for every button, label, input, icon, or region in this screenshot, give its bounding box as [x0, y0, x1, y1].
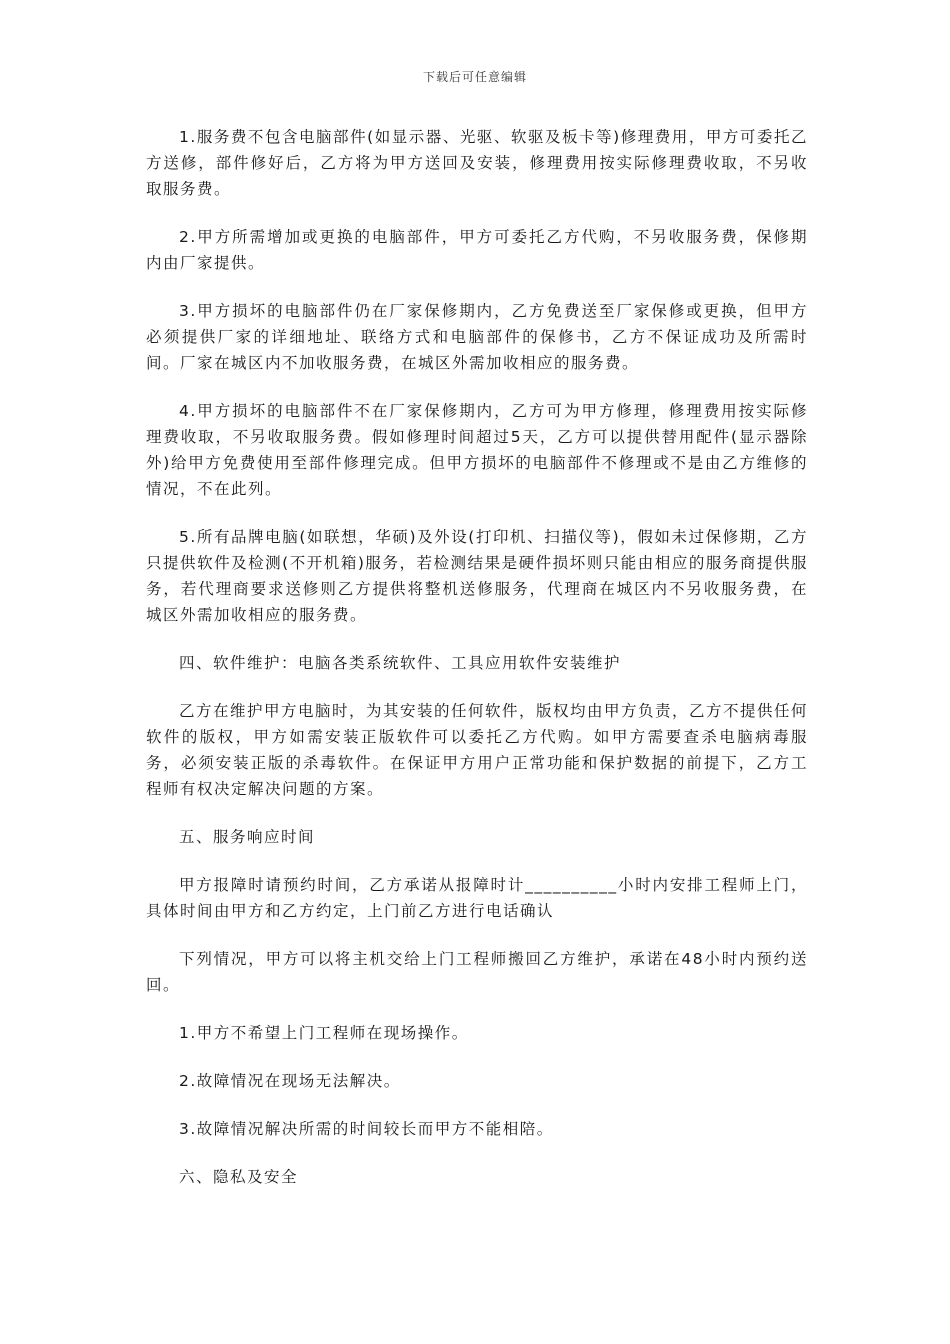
paragraph-parts-purchase: 2.甲方所需增加或更换的电脑部件，甲方可委托乙方代购，不另收服务费，保修期内由厂家提供。 [146, 228, 808, 272]
paragraph-appointment: 甲方报障时请预约时间，乙方承诺从报障时计__________小时内安排工程师上门，具体时间由甲方和乙方约定，上门前乙方进行电话确认 [146, 876, 808, 920]
list-item-condition-3: 3.故障情况解决所需的时间较长而甲方不能相陪。 [179, 1120, 554, 1138]
paragraph-warranty-out-period: 4.甲方损坏的电脑部件不在厂家保修期内，乙方可为甲方修理，修理费用按实际修理费收取，不另收取服务费。假如修理时间超过5天，乙方可以提供替用配件(显示器除外)给甲方免费使用至部件修理完成。但甲方损坏的电脑部件不修理或不是由乙方维修的情况，不在此列。 [146, 402, 808, 498]
list-item-condition-1: 1.甲方不希望上门工程师在现场操作。 [179, 1024, 469, 1042]
paragraph-brand-computers: 5.所有品牌电脑(如联想，华硕)及外设(打印机、扫描仪等)，假如未过保修期，乙方只提供软件及检测(不开机箱)服务，若检测结果是硬件损坏则只能由相应的服务商提供服务，若代理商要求送修则乙方提供将整机送修服务，代理商在城区内不另收服务费，在城区外需加收相应的服务费。 [146, 528, 808, 624]
paragraph-service-fee-parts: 1.服务费不包含电脑部件(如显示器、光驱、软驱及板卡等)修理费用，甲方可委托乙方送修，部件修好后，乙方将为甲方送回及安装，修理费用按实际修理费收取，不另收取服务费。 [146, 128, 808, 198]
section-heading-privacy-security: 六、隐私及安全 [179, 1168, 299, 1186]
document-body [146, 124, 808, 1212]
paragraph-warranty-in-period: 3.甲方损坏的电脑部件仍在厂家保修期内，乙方免费送至厂家保修或更换，但甲方必须提供厂家的详细地址、联络方式和电脑部件的保修书，乙方不保证成功及所需时间。厂家在城区内不加收服务费，在城区外需加收相应的服务费。 [146, 302, 808, 372]
paragraph-software-copyright: 乙方在维护甲方电脑时，为其安装的任何软件，版权均由甲方负责，乙方不提供任何软件的版权，甲方如需安装正版软件可以委托乙方代购。如甲方需要查杀电脑病毒服务，必须安装正版的杀毒软件。在保证甲方用户正常功能和保护数据的前提下，乙方工程师有权决定解决问题的方案。 [146, 702, 809, 798]
list-item-condition-2: 2.故障情况在现场无法解决。 [179, 1072, 401, 1090]
page-header-note: 下载后可任意编辑 [422, 70, 527, 84]
paragraph-take-back-conditions: 下列情况，甲方可以将主机交给上门工程师搬回乙方维护，承诺在48小时内预约送回。 [146, 950, 808, 994]
section-heading-software-maintenance: 四、软件维护：电脑各类系统软件、工具应用软件安装维护 [179, 654, 622, 672]
section-heading-response-time: 五、服务响应时间 [179, 828, 316, 846]
